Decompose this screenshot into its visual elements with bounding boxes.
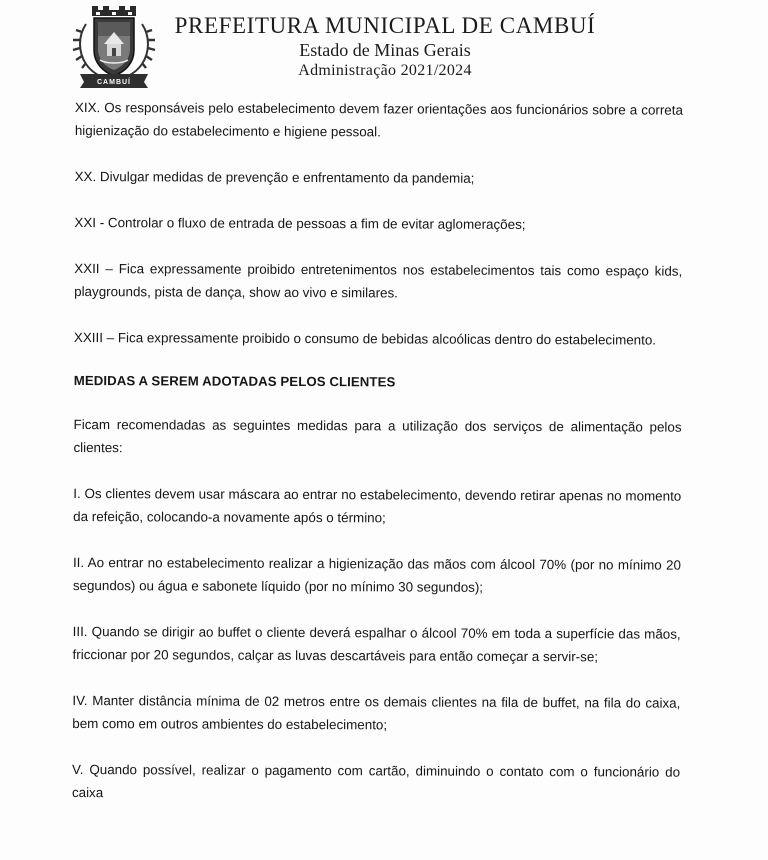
client-item-i: I. Os clientes devem usar máscara ao entrar no estabelecimento, devendo retirar apenas no momento da refeição, colocando-a novamente após o término; [73,485,682,526]
item-xxiii: XXIII – Fica expressamente proibido o consumo de bebidas alcoólicas dentro do estabelecimento. [73,329,657,348]
client-item-ii: II. Ao entrar no estabelecimento realizar a higienização das mãos com álcool 70% (por no mínimo 20 segundos) ou água e sabonete líquido (por no mínimo 30 segundos); [72,554,681,595]
client-item-iii: III. Quando se dirigir ao buffet o cliente deverá espalhar o álcool 70% em toda a superfície das mãos, friccionar por 20 segundos, calçar as luvas descartáveis para então começar a servir-se; [72,623,681,665]
client-item-v: V. Quando possível, realizar o pagamento com cartão, diminuindo o contato com o funcionário do caixa [71,761,681,801]
city-hall-title: PREFEITURA MUNICIPAL DE CAMBUÍ [174,13,596,38]
municipal-coat-of-arms-icon [70,2,158,88]
letterhead-titles [148,12,622,81]
item-xix: XIX. Os responsáveis pelo estabelecimento devem fazer orientações aos funcionários sobre a correta higienização do estabelecimento e higiene pessoal. [74,99,683,140]
item-xxi: XXI - Controlar o fluxo de entrada de pessoas a fim de evitar aglomerações; [74,214,526,232]
item-xxii: XXII – Fica expressamente proibido entretenimentos nos estabelecimentos tais como espaço kids, playgrounds, pista de dança, show ao vivo e similares. [74,260,683,301]
administration-period: Administração 2021/2024 [298,62,472,79]
document-body [72,96,683,830]
state-name: Estado de Minas Gerais [299,40,471,60]
client-item-iv: IV. Manter distância mínima de 02 metros entre os demais clientes na fila de buffet, na fila do caixa, bem como em outros ambientes do estabelecimento; [72,692,681,733]
letterhead [0,0,768,92]
section-heading: MEDIDAS A SEREM ADOTADAS PELOS CLIENTES [73,372,396,390]
section-intro: Ficam recomendadas as seguintes medidas para a utilização dos serviços de alimentação pelos clientes: [73,416,682,456]
item-xx: XX. Divulgar medidas de prevenção e enfrentamento da pandemia; [74,168,475,186]
crest-ribbon-label: CAMBUÍ [97,79,131,86]
